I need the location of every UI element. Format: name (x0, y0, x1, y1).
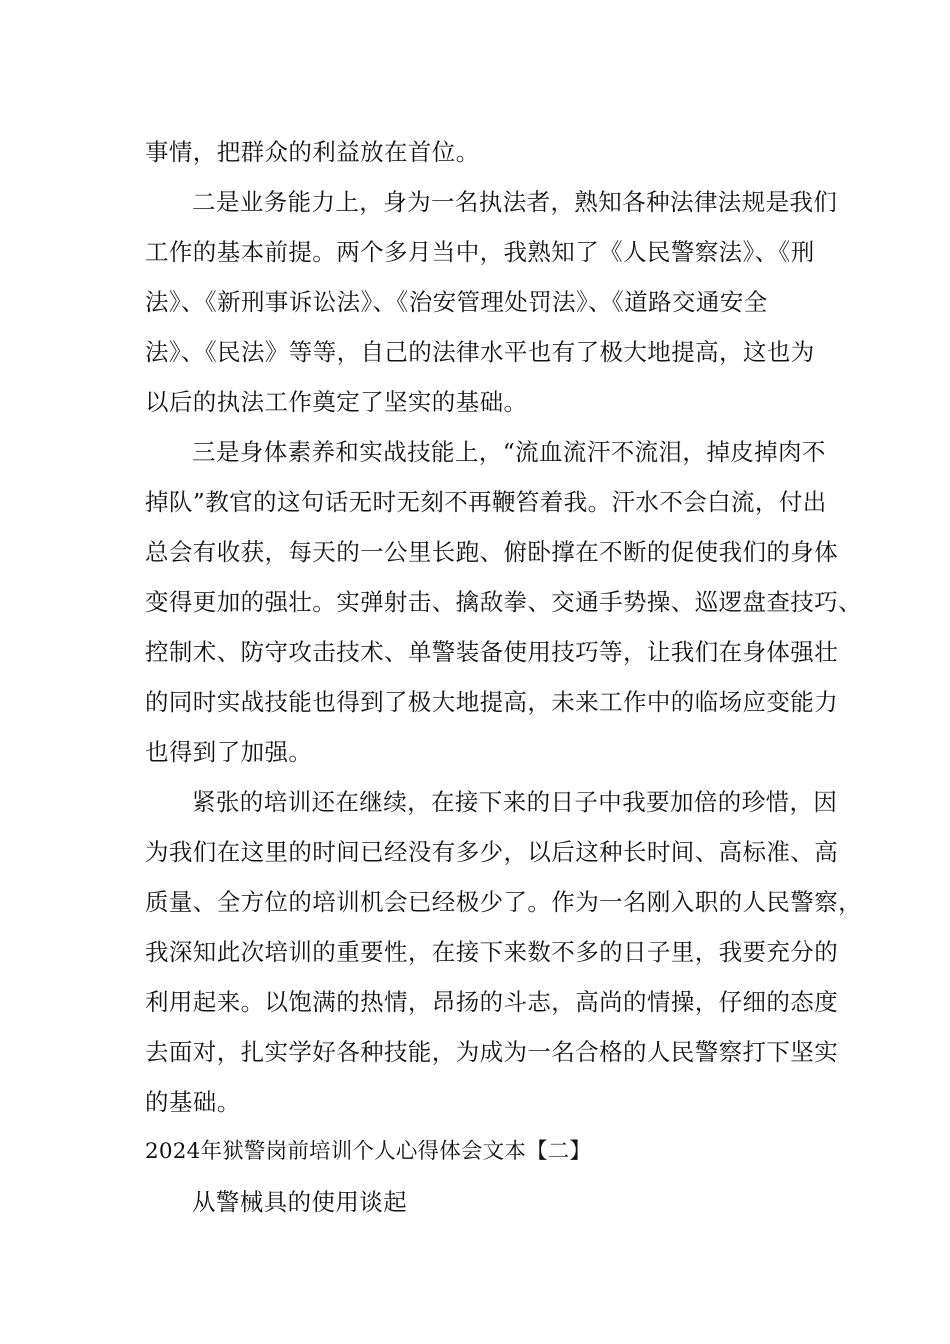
paragraph-line: 去面对，扎实学好各种技能，为成为一名合格的人民警察打下坚实 (145, 1038, 839, 1066)
paragraph-line: 利用起来。以饱满的热情，昂扬的斗志，高尚的情操，仔细的态度 (145, 988, 839, 1016)
paragraph-line: 我深知此次培训的重要性，在接下来数不多的日子里，我要充分的 (145, 938, 839, 966)
paragraph-line: 法》、《民法》等等，自己的法律水平也有了极大地提高，这也为 (145, 338, 815, 366)
paragraph-line: 二是业务能力上，身为一名执法者，熟知各种法律法规是我们 (192, 188, 838, 216)
document-body (145, 127, 862, 1227)
paragraph-line: 也得到了加强。 (145, 738, 313, 766)
paragraph-line: 掉队”教官的这句话无时无刻不再鞭笞着我。汗水不会白流，付出 (145, 488, 827, 516)
paragraph-line: 法》、《新刑事诉讼法》、《治安管理处罚法》、《道路交通安全 (145, 288, 768, 316)
paragraph-line: 以后的执法工作奠定了坚实的基础。 (145, 388, 528, 416)
paragraph-line: 的基础。 (145, 1088, 241, 1116)
paragraph-line: 工作的基本前提。两个多月当中，我熟知了《人民警察法》、《刑 (145, 238, 815, 266)
paragraph-line: 三是身体素养和实战技能上，“流血流汗不流泪，掉皮掉肉不 (192, 438, 826, 466)
paragraph-line: 紧张的培训还在继续，在接下来的日子中我要加倍的珍惜，因 (192, 788, 838, 816)
paragraph-line: 变得更加的强壮。实弹射击、擒敌拳、交通手势操、巡逻盘查技巧、 (145, 588, 862, 616)
section-heading: 2024年狱警岗前培训个人心得体会文本【二】 (145, 1139, 592, 1164)
paragraph-line: 为我们在这里的时间已经没有多少，以后这种长时间、高标准、高 (145, 838, 839, 866)
paragraph-line: 控制术、防守攻击技术、单警装备使用技巧等，让我们在身体强壮 (145, 638, 839, 666)
paragraph-line: 质量、全方位的培训机会已经极少了。作为一名刚入职的人民警察， (145, 888, 862, 916)
paragraph-line: 事情，把群众的利益放在首位。 (145, 138, 480, 166)
section-subheading: 从警械具的使用谈起 (192, 1188, 408, 1216)
paragraph-line: 总会有收获，每天的一公里长跑、俯卧撑在不断的促使我们的身体 (145, 538, 839, 566)
paragraph-line: 的同时实战技能也得到了极大地提高，未来工作中的临场应变能力 (145, 688, 839, 716)
